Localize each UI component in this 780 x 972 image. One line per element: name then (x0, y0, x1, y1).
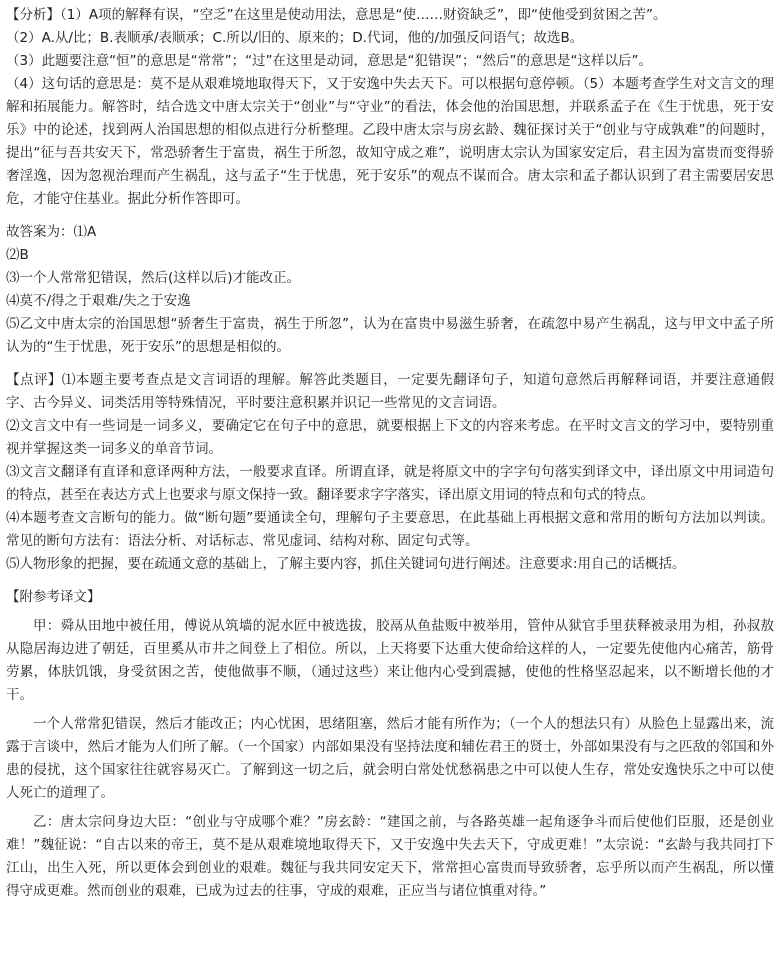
spacer (6, 576, 774, 586)
spacer (6, 359, 774, 369)
analysis-paragraph-1: 【分析】（1）A项的解释有误，“空乏”在这里是使动用法，意思是“使……财资缺乏”，即“使他受到贫困之苦”。 (6, 7, 667, 23)
comment-item-1: 【点评】⑴本题主要考查点是文言词语的理解。解答此类题目，一定要先翻译句子，知道句意然后再解释词语，并要注意通假字、古今异义、词类活用等特殊情况，平时要注意积累并识记一些常见的文言词语。 (6, 372, 774, 411)
analysis-paragraph-2: （2）A.从/比；B.表顺承/表顺承；C.所以/旧的、原来的；D.代词，他的/加强反问语气；故选B。 (6, 30, 584, 46)
analysis-paragraph-3: （3）此题要注意“恒”的意思是“常常”；“过”在这里是动词，意思是“犯错误”；“然后”的意思是“这样以后”。 (6, 53, 653, 69)
comment-item-5: ⑸人物形象的把握，要在疏通文意的基础上，了解主要内容，抓住关键词句进行阐述。注意要求:用自己的话概括。 (6, 556, 686, 572)
answer-item-3: ⑶一个人常常犯错误，然后(这样以后)才能改正。 (6, 270, 301, 286)
answer-title: 故答案为：⑴A (6, 224, 97, 240)
translation-paragraph-1: 甲：舜从田地中被任用，傅说从筑墙的泥水匠中被选拔，胶鬲从鱼盐贩中被举用，管仲从狱官手里获释被录用为相，孙叔敖从隐居海边进了朝廷，百里奚从市井之间登上了相位。所以，上天将要下达重大使命给这样的人，一定要先使他内心痛苦，筋骨劳累，体肤饥饿，身受贫困之苦，使他做事不顺，（通过这些）来让他内心受到震撼，使他的性格坚忍起来，以不断增长他的才干。 (6, 618, 774, 703)
translation-paragraph-3: 乙：唐太宗问身边大臣：“创业与守成哪个难？”房玄龄：“建国之前，与各路英雄一起角逐争斗而后使他们臣服，还是创业难！”魏征说：“自古以来的帝王，莫不是从艰难境地取得天下，又于安逸中失去天下，守成更难！”太宗说：“玄龄与我共同打下江山，出生入死，所以更体会到创业的艰难。魏征与我共同安定天下，常常担心富贵而导致骄奢，忘乎所以而产生祸乱，所以懂得守成更难。然而创业的艰难，已成为过去的往事，守成的艰难，正应当与诸位慎重对待。” (6, 814, 774, 899)
answer-item-5: ⑸乙文中唐太宗的治国思想“骄奢生于富贵，祸生于所忽”，认为在富贵中易滋生骄奢，在疏忽中易产生祸乱，这与甲文中孟子所认为的“生于忧患，死于安乐”的思想是相似的。 (6, 316, 774, 355)
answer-item-4: ⑷莫不/得之于艰难/失之于安逸 (6, 293, 191, 309)
analysis-paragraph-4: （4）这句话的意思是：莫不是从艰难境地取得天下，又于安逸中失去天下。可以根据句意停顿。（5）本题考查学生对文言文的理解和拓展能力。解答时，结合选文中唐太宗关于“创业”与“守业”的看法，体会他的治国思想，并联系孟子在《生于忧患，死于安乐》中的论述，找到两人治国思想的相似点进行分析整理。乙段中唐太宗与房玄龄、魏征探讨关于“创业与守成孰难”的问题时，提出“征与吾共安天下，常恐骄奢生于富贵，祸生于所忽，故知守成之难”，说明唐太宗认为国家安定后，君主因为富贵而变得骄奢淫逸，因为忽视治理而产生祸乱，这与孟子“生于忧患，死于安乐”的观点不谋而合。唐太宗和孟子都认识到了君主需要居安思危，才能守住基业。据此分析作答即可。 (6, 76, 774, 207)
comment-item-2: ⑵文言文中有一些词是一词多义，要确定它在句子中的意思，就要根据上下文的内容来考虑。在平时文言文的学习中，要特别重视并掌握这类一词多义的单音节词。 (6, 418, 774, 457)
analysis-section (6, 4, 774, 211)
spacer (6, 211, 774, 221)
translation-paragraph-2: 一个人常常犯错误，然后才能改正；内心忧困，思绪阻塞，然后才能有所作为；（一个人的想法只有）从脸色上显露出来，流露于言谈中，然后才能为人们所了解。（一个国家）内部如果没有坚持法度和辅佐君王的贤士，外部如果没有与之匹敌的邻国和外患的侵扰，这个国家往往就容易灭亡。了解到这一切之后，就会明白常处忧愁祸患之中可以使人生存，常处安逸快乐之中可以使人死亡的道理了。 (6, 716, 774, 801)
comment-item-4: ⑷本题考查文言断句的能力。做“断句题”要通读全句，理解句子主要意思，在此基础上再根据文意和常用的断句方法加以判读。常见的断句方法有：语法分析、对话标志、常见虚词、结构对称、固定句式等。 (6, 510, 774, 549)
comment-item-3: ⑶文言文翻译有直译和意译两种方法，一般要求直译。所谓直译，就是将原文中的字字句句落实到译文中，译出原文中用词造句的特点，甚至在表达方式上也要求与原文保持一致。翻译要求字字落实，译出原文用词的特点和句式的特点。 (6, 464, 774, 503)
translation-header: 【附参考译文】 (6, 589, 101, 605)
comment-section (6, 369, 774, 576)
answer-section (6, 221, 774, 359)
translation-section (6, 586, 774, 903)
answer-item-2: ⑵B (6, 247, 29, 263)
